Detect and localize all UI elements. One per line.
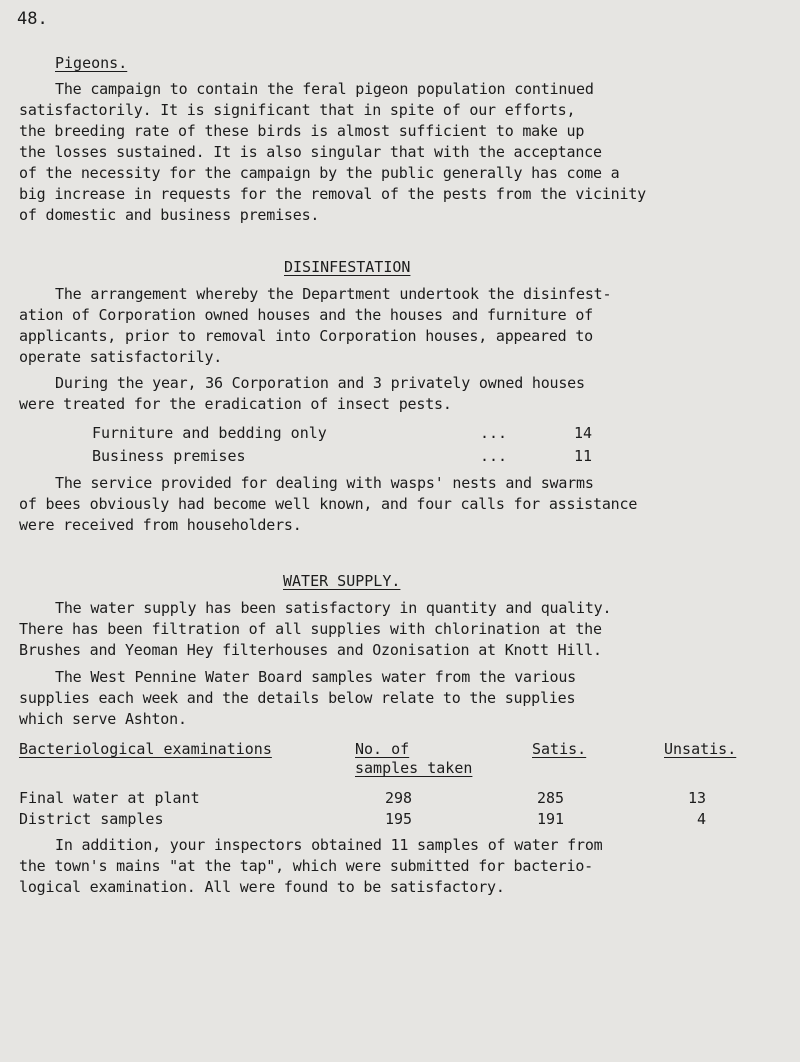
list-item-value: 11 (574, 447, 593, 465)
text-line: There has been filtration of all supplies with chlorination at the (19, 620, 602, 638)
text-line: operate satisfactorily. (19, 348, 223, 366)
pigeons-heading: Pigeons. (55, 54, 128, 72)
list-item-value: 14 (574, 424, 593, 442)
text-line: During the year, 36 Corporation and 3 privately owned houses (55, 374, 585, 392)
text-line: the losses sustained. It is also singular that with the acceptance (19, 143, 602, 161)
text-line: The water supply has been satisfactory in quantity and quality. (55, 599, 612, 617)
text-line: ation of Corporation owned houses and the houses and furniture of (19, 306, 593, 324)
table-cell-label: Final water at plant (19, 789, 200, 807)
text-line: of the necessity for the campaign by the public generally has come a (19, 164, 620, 182)
text-line: which serve Ashton. (19, 710, 187, 728)
list-item-dots: ... (480, 447, 508, 465)
text-line: The arrangement whereby the Department undertook the disinfest- (55, 285, 612, 303)
table-header-samples: No. of (355, 740, 410, 758)
table-cell-unsatis: 13 (688, 789, 707, 807)
list-item-dots: ... (480, 424, 508, 442)
table-header-unsatis: Unsatis. (664, 740, 737, 758)
page-number: 48. (17, 9, 48, 29)
text-line: satisfactorily. It is significant that in spite of our efforts, (19, 101, 576, 119)
table-cell-samples: 298 (385, 789, 413, 807)
text-line: supplies each week and the details below relate to the supplies (19, 689, 576, 707)
text-line: were treated for the eradication of insect pests. (19, 395, 452, 413)
table-cell-samples: 195 (385, 810, 413, 828)
table-header-samples-taken: samples taken (355, 759, 473, 777)
list-item-label: Business premises (92, 447, 246, 465)
text-line: The service provided for dealing with wasps' nests and swarms (55, 474, 594, 492)
table-cell-satis: 285 (537, 789, 565, 807)
text-line: of domestic and business premises. (19, 206, 320, 224)
text-line: the breeding rate of these birds is almost sufficient to make up (19, 122, 585, 140)
table-header-satis: Satis. (532, 740, 587, 758)
table-cell-label: District samples (19, 810, 164, 828)
text-line: the town's mains "at the tap", which were submitted for bacterio- (19, 857, 593, 875)
text-line: logical examination. All were found to be satisfactory. (19, 878, 505, 896)
text-line: of bees obviously had become well known, and four calls for assistance (19, 495, 638, 513)
text-line: were received from householders. (19, 516, 302, 534)
text-line: In addition, your inspectors obtained 11 samples of water from (55, 836, 603, 854)
table-cell-unsatis: 4 (697, 810, 707, 828)
disinfestation-heading: DISINFESTATION (284, 258, 411, 276)
text-line: applicants, prior to removal into Corporation houses, appeared to (19, 327, 593, 345)
table-header-label: Bacteriological examinations (19, 740, 272, 758)
text-line: big increase in requests for the removal of the pests from the vicinity (19, 185, 646, 203)
table-cell-satis: 191 (537, 810, 565, 828)
list-item-label: Furniture and bedding only (92, 424, 327, 442)
water-supply-heading: WATER SUPPLY. (283, 572, 401, 590)
text-line: Brushes and Yeoman Hey filterhouses and Ozonisation at Knott Hill. (19, 641, 602, 659)
text-line: The West Pennine Water Board samples water from the various (55, 668, 577, 686)
text-line: The campaign to contain the feral pigeon population continued (55, 80, 594, 98)
